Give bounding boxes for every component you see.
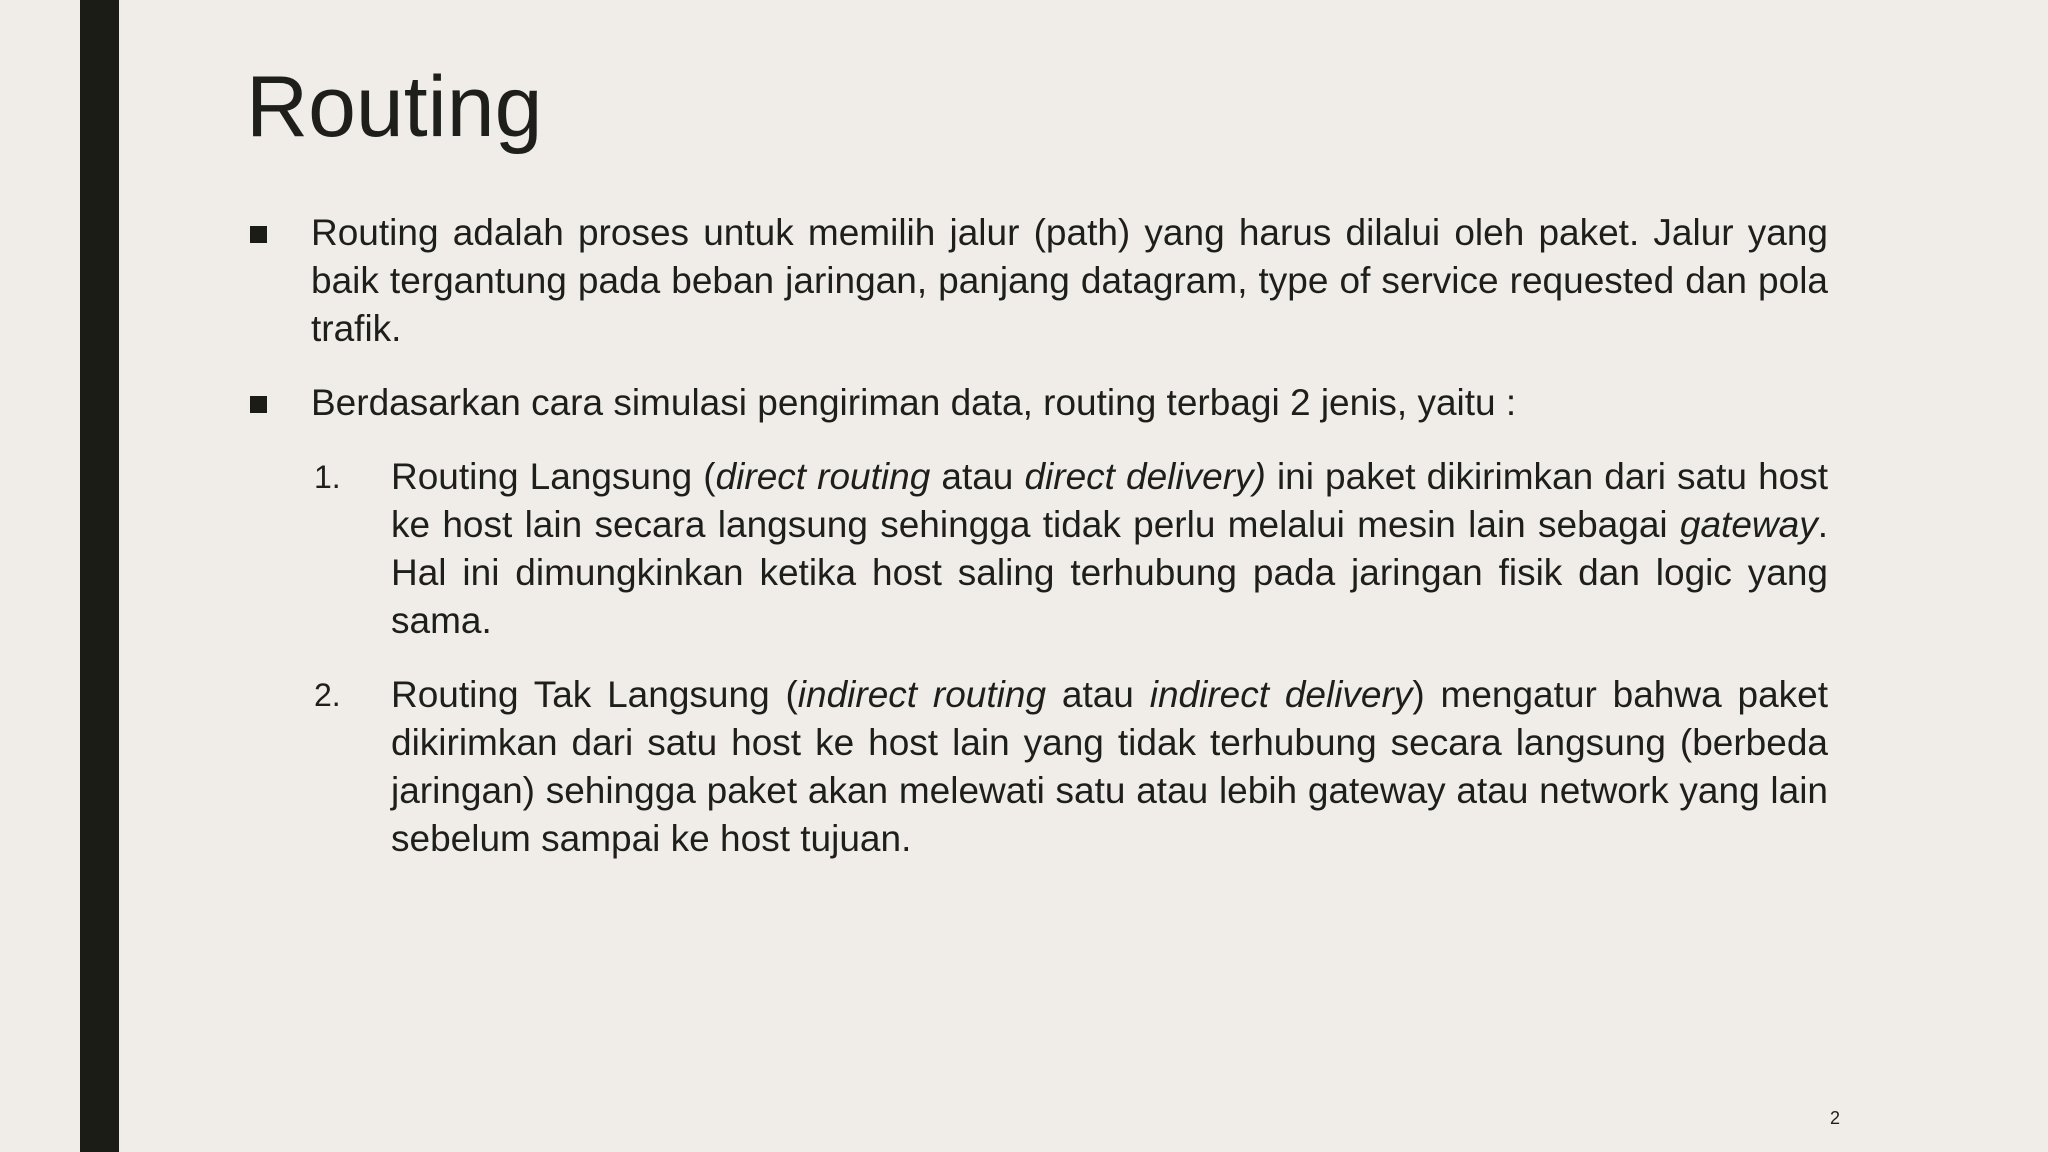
numbered-item bbox=[246, 453, 1828, 645]
item-text bbox=[391, 674, 1828, 859]
item-number: 1. bbox=[314, 459, 341, 495]
item-text bbox=[391, 456, 1828, 641]
text-segment: atau bbox=[1046, 674, 1150, 715]
text-segment: Routing Tak Langsung ( bbox=[391, 674, 798, 715]
accent-bar bbox=[80, 0, 119, 1152]
square-bullet-icon bbox=[250, 396, 267, 413]
bullet-item bbox=[246, 379, 1828, 427]
text-segment: ) mengatur bahwa paket dikirimkan dari satu host ke host lain yang tidak terhubung secara langsung (berbeda jaringan) sehingga paket akan melewati satu atau lebih gateway atau network yang lain sebelum sampai ke host tujuan. bbox=[391, 674, 1829, 859]
text-segment: Routing Langsung ( bbox=[391, 456, 716, 497]
bullet-item bbox=[246, 209, 1828, 353]
text-segment: atau bbox=[930, 456, 1025, 497]
text-segment: ini paket dikirimkan dari satu host ke host lain secara langsung sehingga tidak perlu melalui mesin lain sebagai bbox=[391, 456, 1829, 545]
page-number: 2 bbox=[1830, 1108, 1841, 1128]
numbered-item bbox=[246, 671, 1828, 863]
text-segment: . Hal ini dimungkinkan ketika host saling terhubung pada jaringan fisik dan logic yang sama. bbox=[391, 504, 1828, 641]
item-number: 2. bbox=[314, 677, 341, 713]
slide-title: Routing bbox=[246, 59, 543, 155]
italic-term: direct routing bbox=[715, 456, 931, 497]
italic-term: gateway bbox=[1679, 504, 1818, 545]
slide-content bbox=[246, 209, 1828, 889]
italic-term: indirect delivery bbox=[1149, 674, 1413, 715]
italic-term: indirect routing bbox=[797, 674, 1047, 715]
bullet-text: Berdasarkan cara simulasi pengiriman data, routing terbagi 2 jenis, yaitu : bbox=[311, 382, 1517, 423]
italic-term: direct delivery) bbox=[1024, 456, 1266, 497]
numbered-list bbox=[246, 453, 1828, 863]
bullet-text: Routing adalah proses untuk memilih jalur (path) yang harus dilalui oleh paket. Jalur yang baik tergantung pada beban jaringan, panjang datagram, type of service requested dan pola trafik. bbox=[311, 212, 1828, 349]
square-bullet-icon bbox=[250, 226, 267, 243]
